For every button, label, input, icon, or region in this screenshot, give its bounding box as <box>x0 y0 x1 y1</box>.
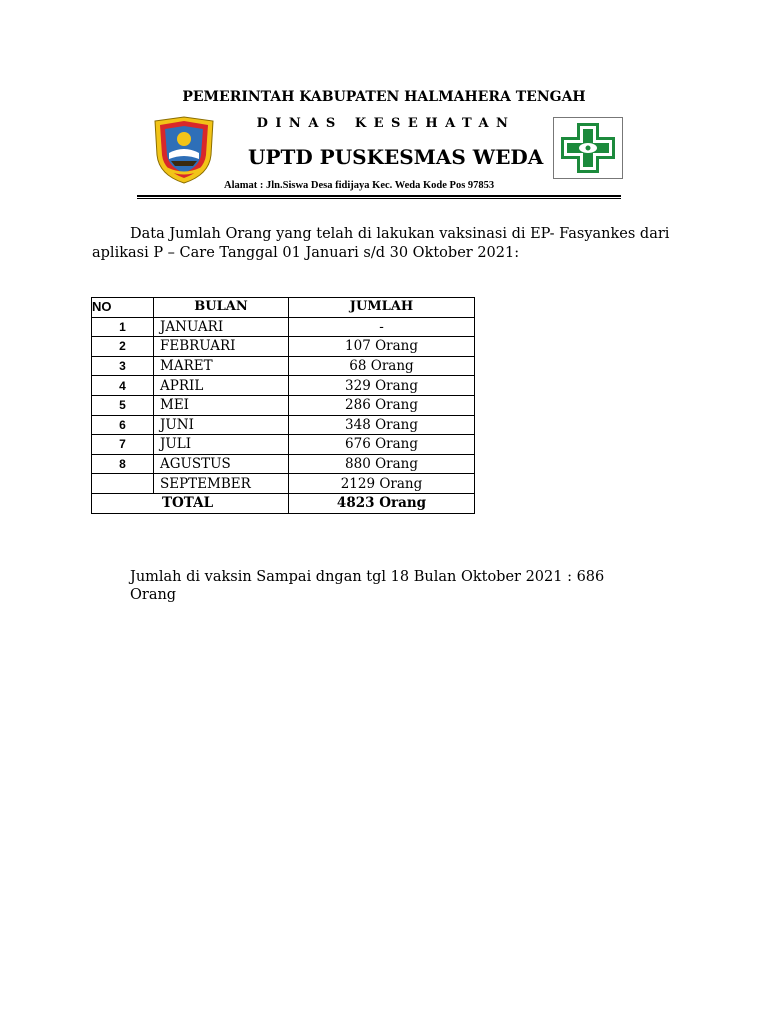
row-no: 4 <box>92 376 154 396</box>
table-row <box>92 356 475 376</box>
unit-title: UPTD PUSKESMAS WEDA <box>248 145 544 169</box>
row-jumlah: 2129 Orang <box>289 474 475 494</box>
row-bulan: MARET <box>154 356 289 376</box>
row-bulan: JANUARI <box>154 317 289 337</box>
row-bulan: SEPTEMBER <box>154 474 289 494</box>
row-no: 6 <box>92 415 154 435</box>
letterhead <box>0 0 768 210</box>
table-row <box>92 337 475 357</box>
column-header-no: NO <box>92 298 154 318</box>
table-row <box>92 474 475 494</box>
row-bulan: AGUSTUS <box>154 454 289 474</box>
row-jumlah: 107 Orang <box>289 337 475 357</box>
row-jumlah: 348 Orang <box>289 415 475 435</box>
row-jumlah: 68 Orang <box>289 356 475 376</box>
department-title: DINAS KESEHATAN <box>256 116 516 131</box>
row-no: 8 <box>92 454 154 474</box>
row-jumlah: 880 Orang <box>289 454 475 474</box>
row-bulan: FEBRUARI <box>154 337 289 357</box>
row-no: 3 <box>92 356 154 376</box>
row-bulan: JULI <box>154 435 289 455</box>
total-label: TOTAL <box>92 493 289 513</box>
footer-note: Jumlah di vaksin Sampai dngan tgl 18 Bulan Oktober 2021 : 686 Orang <box>130 569 605 603</box>
row-jumlah: 676 Orang <box>289 435 475 455</box>
row-no: 1 <box>92 317 154 337</box>
column-header-jumlah: JUMLAH <box>289 298 475 318</box>
vaccination-table <box>91 297 475 514</box>
table-total-row <box>92 493 475 513</box>
row-bulan: JUNI <box>154 415 289 435</box>
row-jumlah: 286 Orang <box>289 395 475 415</box>
table-row <box>92 435 475 455</box>
address-line: Alamat : Jln.Siswa Desa fidijaya Kec. Weda Kode Pos 97853 <box>224 180 495 191</box>
row-jumlah: 329 Orang <box>289 376 475 396</box>
total-value: 4823 Orang <box>289 493 475 513</box>
table-header-row <box>92 298 475 318</box>
intro-text: Data Jumlah Orang yang telah di lakukan vaksinasi di EP- Fasyankes dari aplikasi P – Care Tanggal 01 Januari s/d 30 Oktober 2021: <box>92 226 670 261</box>
row-no <box>92 474 154 494</box>
row-bulan: MEI <box>154 395 289 415</box>
row-no: 7 <box>92 435 154 455</box>
government-title: PEMERINTAH KABUPATEN HALMAHERA TENGAH <box>182 89 586 105</box>
letterhead-divider <box>137 195 621 199</box>
intro-paragraph <box>92 225 672 263</box>
table-row <box>92 415 475 435</box>
table-row <box>92 317 475 337</box>
table-row <box>92 376 475 396</box>
table-row <box>92 395 475 415</box>
row-bulan: APRIL <box>154 376 289 396</box>
row-no: 5 <box>92 395 154 415</box>
row-jumlah: - <box>289 317 475 337</box>
table-row <box>92 454 475 474</box>
puskesmas-cross-icon <box>553 117 623 179</box>
row-no: 2 <box>92 337 154 357</box>
column-header-bulan: BULAN <box>154 298 289 318</box>
